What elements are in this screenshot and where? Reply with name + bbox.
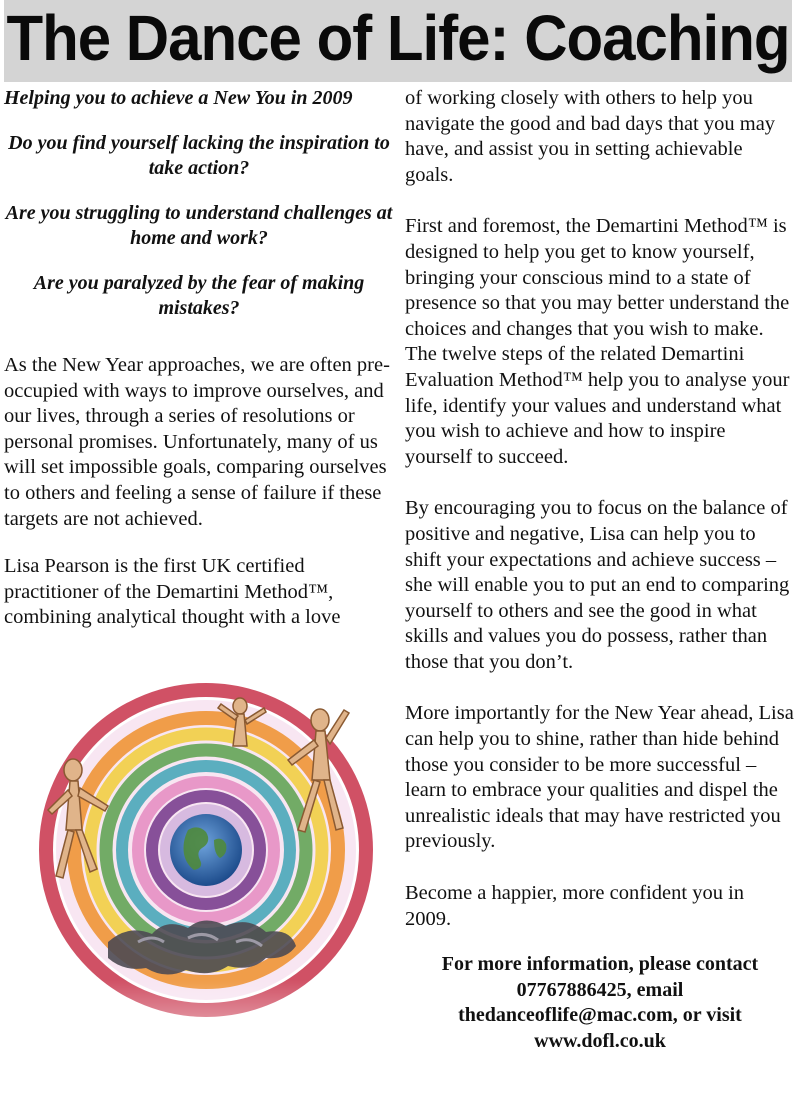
method-paragraph: First and foremost, the Demartini Method™ is designed to help you get to know yourself, bringing your conscious mind to a state of presence so that you may better understand the choices and changes that you wish to make. The twelve steps of the related Demartini Evaluation Method™ help you to analyse your life, identify your values and understand what you wish to achieve and how to inspire yourself to succeed. <box>405 215 790 468</box>
happier-paragraph: Become a happier, more confident you in 2009. <box>405 882 745 930</box>
intro-paragraph: As the New Year approaches, we are often pre-occupied with ways to improve ourselves, and our lives, through a series of resolutions or personal promises. Unfortunately, many of us will set impossible goals, comparing ourselves to others and feeling a sense of failure if these targets are not achieved. <box>4 354 390 530</box>
practitioner-paragraph: Lisa Pearson is the first UK certified practitioner of the Demartini Method™, combining analytical thought with a love <box>4 555 341 629</box>
balance-paragraph: By encouraging you to focus on the balance of positive and negative, Lisa can help you to shift your expectations and achieve success – she will enable you to put an end to comparing yourself to others and see the good in what skills and values you do possess, rather than those that you don’t. <box>405 497 790 673</box>
question-3: Are you paralyzed by the fear of making mistakes? <box>33 272 365 319</box>
right-column <box>405 86 795 1074</box>
reflection-fade <box>18 980 394 1090</box>
earth-globe <box>170 814 242 886</box>
tagline: Helping you to achieve a New You in 2009 <box>4 87 353 109</box>
header-banner <box>4 0 792 82</box>
left-column <box>4 86 394 631</box>
shine-paragraph: More importantly for the New Year ahead, Lisa can help you to shine, rather than hide behind those you consider to be more successful – learn to embrace your qualities and dispel the unrealistic ideals that may have restricted you previously. <box>405 702 794 853</box>
question-1: Do you find yourself lacking the inspiration to take action? <box>8 132 390 179</box>
dance-of-life-painting <box>18 680 394 1090</box>
page-title: The Dance of Life: Coaching <box>6 2 790 74</box>
question-2: Are you struggling to understand challenges at home and work? <box>5 202 393 249</box>
continuation-paragraph: of working closely with others to help you navigate the good and bad days that you may have, and assist you in setting achievable goals. <box>405 87 776 186</box>
contact-info: For more information, please contact 07767886425, email thedanceoflife@mac.com, or visit www.dofl.co.uk <box>441 953 759 1052</box>
